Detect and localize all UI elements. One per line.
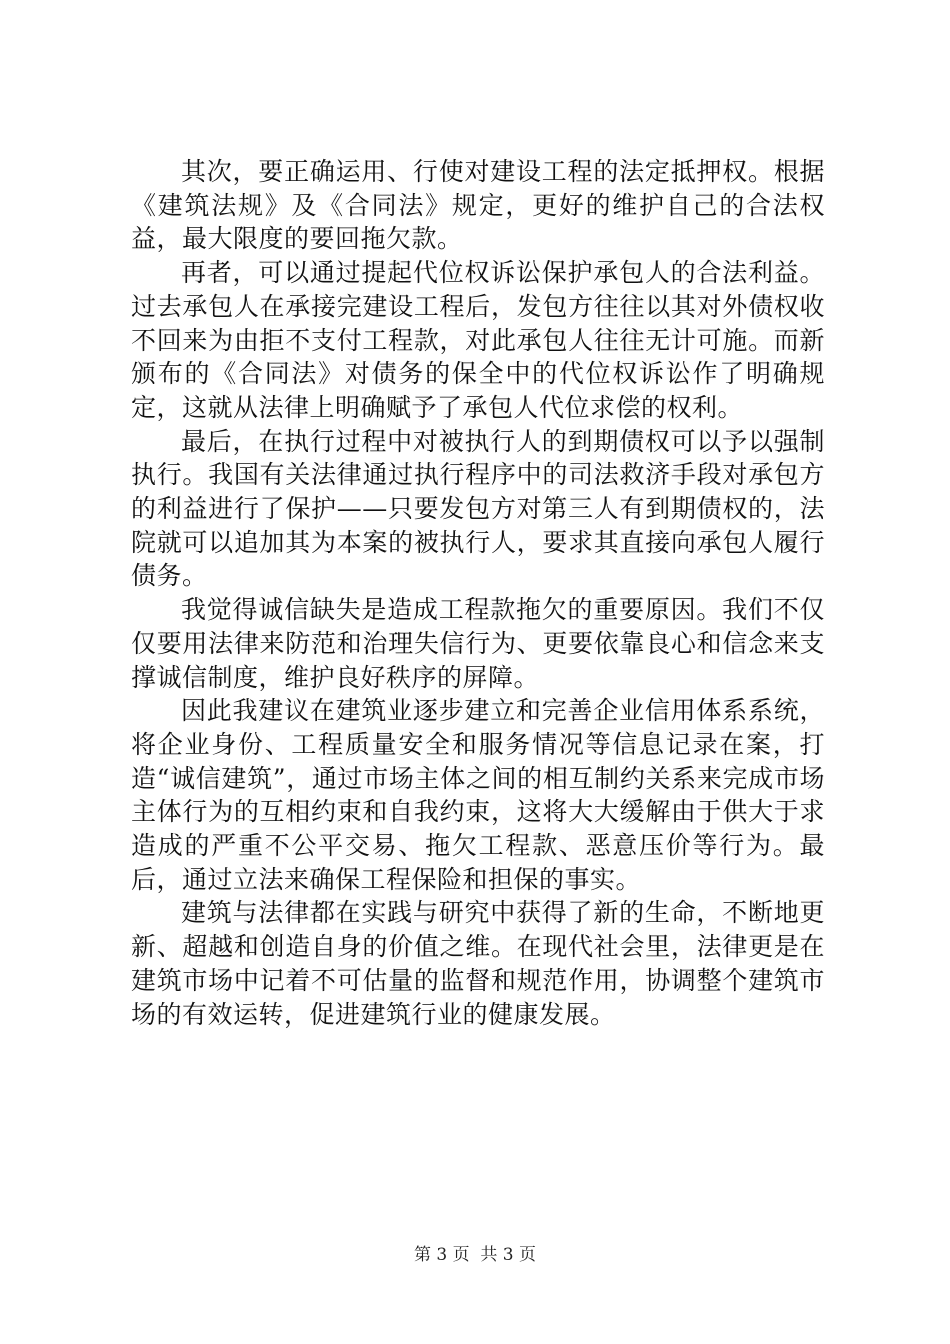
- paragraph-subrogation-right: 再者，可以通过提起代位权诉讼保护承包人的合法利益。过去承包人在承接完建设工程后，发包方往往以其对外债权收不回来为由拒不支付工程款，对此承包人往往无计可施。而新颁布的《合同法》对债务的保全中的代位权诉讼作了明确规定，这就从法律上明确赋予了承包人代位求偿的权利。: [131, 258, 825, 422]
- paragraph-credit-system: 因此我建议在建筑业逐步建立和完善企业信用体系系统，将企业身份、工程质量安全和服务情况等信息记录在案，打造“诚信建筑”，通过市场主体之间的相互制约关系来完成市场主体行为的互相约束和自我约束，这将大大缓解由于供大于求造成的严重不公平交易、拖欠工程款、恶意压价等行为。最后，通过立法来确保工程保险和担保的事实。: [131, 696, 825, 894]
- document-body: [131, 155, 825, 1031]
- paragraph-conclusion: 建筑与法律都在实践与研究中获得了新的生命，不断地更新、超越和创造自身的价值之维。在现代社会里，法律更是在建筑市场中记着不可估量的监督和规范作用，协调整个建筑市场的有效运转，促进建筑行业的健康发展。: [131, 898, 825, 1029]
- paragraph-integrity: 我觉得诚信缺失是造成工程款拖欠的重要原因。我们不仅仅要用法律来防范和治理失信行为、更要依靠良心和信念来支撑诚信制度，维护良好秩序的屏障。: [131, 595, 825, 692]
- paragraph-enforcement: 最后，在执行过程中对被执行人的到期债权可以予以强制执行。我国有关法律通过执行程序中的司法救济手段对承包方的利益进行了保护——只要发包方对第三人有到期债权的，法院就可以追加其为本案的被执行人，要求其直接向承包人履行债务。: [131, 426, 825, 591]
- page-number: 第 3 页 共 3 页: [413, 1245, 537, 1265]
- page-footer: [0, 1244, 950, 1266]
- paragraph-mortgage-right: 其次，要正确运用、行使对建设工程的法定抵押权。根据《建筑法规》及《合同法》规定，更好的维护自己的合法权益，最大限度的要回拖欠款。: [131, 157, 825, 254]
